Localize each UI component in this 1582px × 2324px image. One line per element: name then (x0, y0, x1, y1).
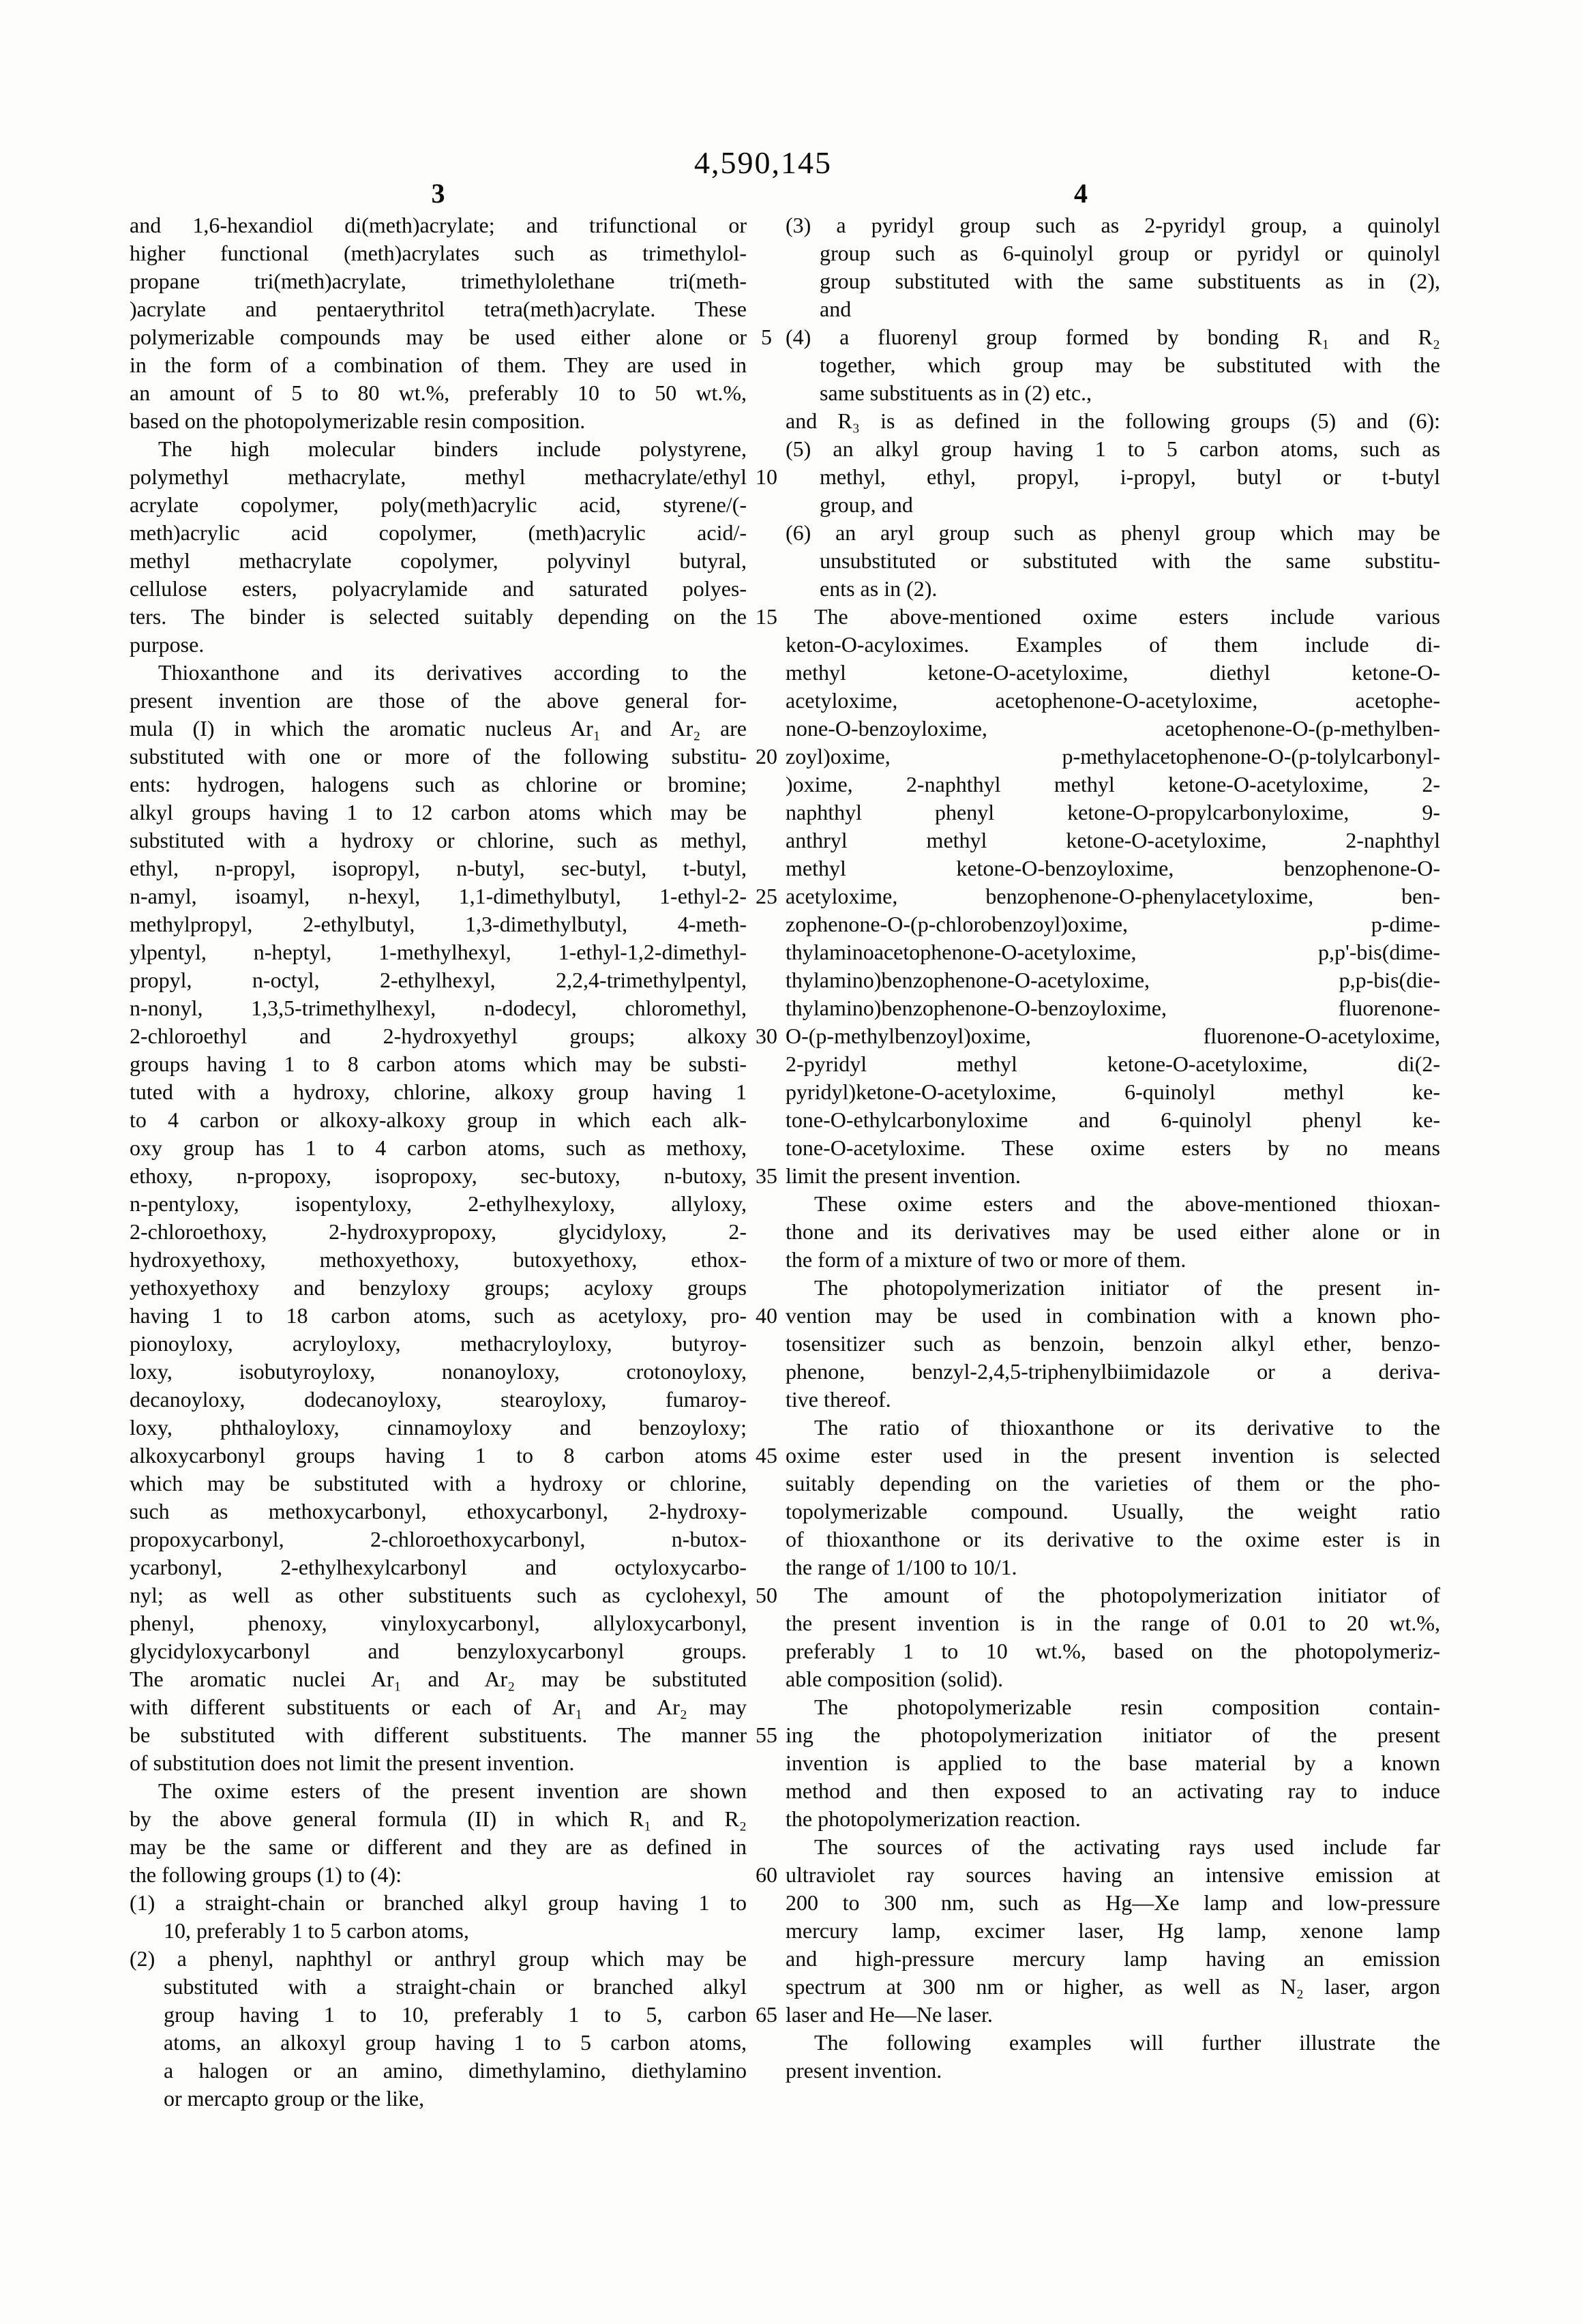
text-line: n-pentyloxy, isopentyloxy, 2-ethylhexyloxy, allyloxy, (130, 1191, 747, 1216)
text-line: tuted with a hydroxy, chlorine, alkoxy group having 1 (130, 1079, 747, 1104)
text-line: alkoxycarbonyl groups having 1 to 8 carbon atoms (130, 1443, 747, 1468)
text-line: ing the photopolymerization initiator of the present (786, 1723, 1440, 1747)
text-line: propane tri(meth)acrylate, trimethylolethane tri(meth- (130, 269, 747, 293)
text-line: and 1,6-hexandiol di(meth)acrylate; and trifunctional or (130, 213, 747, 237)
text-line: methyl ketone-O-benzoyloxime, benzophenone-O- (786, 856, 1440, 880)
text-line: ters. The binder is selected suitably depending on the (130, 604, 747, 629)
text-line: present invention are those of the above general for- (130, 688, 747, 713)
text-line: laser and He—Ne laser. (786, 2002, 993, 2027)
text-line: group substituted with the same substituents as in (2), (820, 269, 1440, 293)
line-number: 55 (756, 1723, 777, 1747)
text-line: thylamino)benzophenone-O-benzoyloxime, fluorenone- (786, 996, 1440, 1020)
text-line: phenyl, phenoxy, vinyloxycarbonyl, allyloxycarbonyl, (130, 1611, 747, 1635)
text-line: )oxime, 2-naphthyl methyl ketone-O-acetyloxime, 2- (786, 772, 1440, 796)
text-line: present invention. (786, 2058, 942, 2083)
text-line: O-(p-methylbenzoyl)oxime, fluorenone-O-acetyloxime, (786, 1024, 1440, 1048)
text-line: ethoxy, n-propoxy, isopropoxy, sec-butoxy, n-butoxy, (130, 1163, 747, 1188)
patent-number: 4,590,145 (694, 145, 832, 180)
column-4-text (786, 211, 1440, 2085)
text-line: pionoyloxy, acryloyloxy, methacryloyloxy, butyroy- (130, 1331, 747, 1356)
text-line: substituted with one or more of the following substitu- (130, 744, 747, 769)
text-line: the following groups (1) to (4): (130, 1862, 402, 1887)
column-number-4: 4 (1074, 178, 1088, 209)
text-line: )acrylate and pentaerythritol tetra(meth)acrylate. These (130, 297, 747, 321)
line-number: 50 (756, 1583, 777, 1607)
text-line: topolymerizable compound. Usually, the weight ratio (786, 1499, 1440, 1523)
text-line: propyl, n-octyl, 2-ethylhexyl, 2,2,4-trimethylpentyl, (130, 968, 747, 992)
text-line: the photopolymerization reaction. (786, 1806, 1081, 1831)
text-line: propoxycarbonyl, 2-chloroethoxycarbonyl, n-butox- (130, 1527, 747, 1551)
text-line: acetyloxime, acetophenone-O-acetyloxime, acetophe- (786, 688, 1440, 713)
text-line: pyridyl)ketone-O-acetyloxime, 6-quinolyl methyl ke- (786, 1079, 1440, 1104)
text-line: an amount of 5 to 80 wt.%, preferably 10 to 50 wt.%, (130, 381, 747, 405)
text-line: ents: hydrogen, halogens such as chlorine or bromine; (130, 772, 747, 796)
text-line: by the above general formula (II) in which R₁ and R₂ (130, 1806, 747, 1831)
line-number: 40 (756, 1303, 777, 1328)
text-line: substituted with a hydroxy or chlorine, such as methyl, (130, 828, 747, 852)
text-line: which may be substituted with a hydroxy or chlorine, (130, 1471, 747, 1495)
text-line: (4) a fluorenyl group formed by bonding R₁ and R₂ (786, 325, 1440, 349)
text-line: methyl methacrylate copolymer, polyvinyl butyral, (130, 548, 747, 573)
text-line: hydroxyethoxy, methoxyethoxy, butoxyethoxy, ethox- (130, 1247, 747, 1272)
text-line: The following examples will further illustrate the (814, 2030, 1440, 2055)
line-number: 15 (756, 604, 777, 629)
text-line: loxy, phthaloyloxy, cinnamoyloxy and benzoyloxy; (130, 1415, 747, 1440)
text-line: vention may be used in combination with a known pho- (786, 1303, 1440, 1328)
text-line: unsubstituted or substituted with the same substitu- (820, 548, 1440, 573)
text-line: The aromatic nuclei Ar₁ and Ar₂ may be substituted (130, 1667, 747, 1691)
text-line: substituted with a straight-chain or branched alkyl (164, 1974, 747, 1999)
text-line: nyl; as well as other substituents such as cyclohexyl, (130, 1583, 747, 1607)
text-line: 2-chloroethyl and 2-hydroxyethyl groups; alkoxy (130, 1024, 747, 1048)
text-line: thone and its derivatives may be used either alone or in (786, 1219, 1440, 1244)
text-line: ycarbonyl, 2-ethylhexylcarbonyl and octyloxycarbo- (130, 1555, 747, 1579)
text-line: meth)acrylic acid copolymer, (meth)acrylic acid/- (130, 520, 747, 545)
line-number: 30 (756, 1024, 777, 1048)
text-line: a halogen or an amino, dimethylamino, diethylamino (164, 2058, 747, 2083)
text-line: 2-chloroethoxy, 2-hydroxypropoxy, glycidyloxy, 2- (130, 1219, 747, 1244)
text-line: yethoxyethoxy and benzyloxy groups; acyloxy groups (130, 1275, 747, 1300)
text-line: the present invention is in the range of 0.01 to 20 wt.%, (786, 1611, 1440, 1635)
text-line: n-amyl, isoamyl, n-hexyl, 1,1-dimethylbutyl, 1-ethyl-2- (130, 884, 747, 908)
text-line: preferably 1 to 10 wt.%, based on the photopolymeriz- (786, 1639, 1440, 1663)
line-number: 45 (756, 1443, 777, 1468)
text-line: groups having 1 to 8 carbon atoms which may be substi- (130, 1052, 747, 1076)
line-number: 60 (756, 1862, 777, 1887)
text-line: 2-pyridyl methyl ketone-O-acetyloxime, di(2- (786, 1052, 1440, 1076)
text-line: ents as in (2). (820, 576, 938, 601)
text-line: The high molecular binders include polystyrene, (158, 436, 747, 461)
text-line: tone-O-ethylcarbonyloxime and 6-quinolyl phenyl ke- (786, 1107, 1440, 1132)
text-line: (3) a pyridyl group such as 2-pyridyl group, a quinolyl (786, 213, 1440, 237)
text-line: These oxime esters and the above-mentioned thioxan- (814, 1191, 1440, 1216)
text-line: phenone, benzyl-2,4,5-triphenylbiimidazole or a deriva- (786, 1359, 1440, 1384)
text-line: of thioxanthone or its derivative to the oxime ester is in (786, 1527, 1440, 1551)
column-3-text (130, 211, 747, 2113)
line-number: 65 (756, 2002, 777, 2027)
text-line: in the form of a combination of them. They are used in (130, 353, 747, 377)
text-line: limit the present invention. (786, 1163, 1021, 1188)
column-number-3: 3 (431, 178, 445, 209)
text-line: group, and (820, 492, 913, 517)
text-line: having 1 to 18 carbon atoms, such as acetyloxy, pro- (130, 1303, 747, 1328)
text-line: group such as 6-quinolyl group or pyridyl or quinolyl (820, 241, 1440, 265)
text-line: the range of 1/100 to 10/1. (786, 1555, 1017, 1579)
text-line: mercury lamp, excimer laser, Hg lamp, xenone lamp (786, 1918, 1440, 1943)
text-line: methyl, ethyl, propyl, i-propyl, butyl or t-butyl (820, 464, 1440, 489)
text-line: methylpropyl, 2-ethylbutyl, 1,3-dimethylbutyl, 4-meth- (130, 912, 747, 936)
text-line: polymethyl methacrylate, methyl methacrylate/ethyl (130, 464, 747, 489)
text-line: method and then exposed to an activating ray to induce (786, 1778, 1440, 1803)
text-line: (1) a straight-chain or branched alkyl group having 1 to (130, 1890, 747, 1915)
line-number: 25 (756, 884, 777, 908)
text-line: anthryl methyl ketone-O-acetyloxime, 2-naphthyl (786, 828, 1440, 852)
text-line: The oxime esters of the present invention are shown (158, 1778, 747, 1803)
text-line: (5) an alkyl group having 1 to 5 carbon atoms, such as (786, 436, 1440, 461)
text-line: group having 1 to 10, preferably 1 to 5, carbon (164, 2002, 747, 2027)
text-line: suitably depending on the varieties of them or the pho- (786, 1471, 1440, 1495)
text-line: alkyl groups having 1 to 12 carbon atoms which may be (130, 800, 747, 824)
text-line: The photopolymerizable resin composition contain- (814, 1695, 1440, 1719)
text-line: The sources of the activating rays used include far (814, 1834, 1440, 1859)
text-line: atoms, an alkoxyl group having 1 to 5 carbon atoms, (164, 2030, 747, 2055)
text-line: zophenone-O-(p-chlorobenzoyl)oxime, p-dime- (786, 912, 1440, 936)
text-line: loxy, isobutyroyloxy, nonanoyloxy, crotonoyloxy, (130, 1359, 747, 1384)
text-line: The amount of the photopolymerization initiator of (814, 1583, 1440, 1607)
text-line: (2) a phenyl, naphthyl or anthryl group which may be (130, 1946, 747, 1971)
text-line: and (820, 297, 852, 321)
text-line: of substitution does not limit the present invention. (130, 1751, 575, 1775)
text-line: glycidyloxycarbonyl and benzyloxycarbonyl groups. (130, 1639, 747, 1663)
text-line: (6) an aryl group such as phenyl group which may be (786, 520, 1440, 545)
text-line: spectrum at 300 nm or higher, as well as N₂ laser, argon (786, 1974, 1440, 1999)
text-line: such as methoxycarbonyl, ethoxycarbonyl, 2-hydroxy- (130, 1499, 747, 1523)
text-line: or mercapto group or the like, (164, 2086, 425, 2111)
text-line: higher functional (meth)acrylates such as trimethylol- (130, 241, 747, 265)
text-line: acrylate copolymer, poly(meth)acrylic acid, styrene/(- (130, 492, 747, 517)
text-line: methyl ketone-O-acetyloxime, diethyl ketone-O- (786, 660, 1440, 685)
text-line: tosensitizer such as benzoin, benzoin alkyl ether, benzo- (786, 1331, 1440, 1356)
text-line: to 4 carbon or alkoxy-alkoxy group in which each alk- (130, 1107, 747, 1132)
text-line: tive thereof. (786, 1387, 891, 1412)
line-number: 35 (756, 1163, 777, 1188)
text-line: decanoyloxy, dodecanoyloxy, stearoyloxy, fumaroy- (130, 1387, 747, 1412)
text-line: invention is applied to the base material by a known (786, 1751, 1440, 1775)
text-line: naphthyl phenyl ketone-O-propylcarbonyloxime, 9- (786, 800, 1440, 824)
line-number: 10 (756, 464, 777, 489)
text-line: oxime ester used in the present invention is selected (786, 1443, 1440, 1468)
text-line: polymerizable compounds may be used either alone or (130, 325, 747, 349)
text-line: mula (I) in which the aromatic nucleus Ar₁ and Ar₂ are (130, 716, 747, 741)
text-line: n-nonyl, 1,3,5-trimethylhexyl, n-dodecyl, chloromethyl, (130, 996, 747, 1020)
text-line: thylamino)benzophenone-O-acetyloxime, p,p-bis(die- (786, 968, 1440, 992)
text-line: based on the photopolymerizable resin composition. (130, 408, 586, 433)
text-line: the form of a mixture of two or more of them. (786, 1247, 1186, 1272)
text-line: 200 to 300 nm, such as Hg—Xe lamp and low-pressure (786, 1890, 1440, 1915)
text-line: be substituted with different substituents. The manner (130, 1723, 747, 1747)
text-line: may be the same or different and they are as defined in (130, 1834, 747, 1859)
text-line: tone-O-acetyloxime. These oxime esters by no means (786, 1135, 1440, 1160)
text-line: Thioxanthone and its derivatives according to the (158, 660, 747, 685)
text-line: ethyl, n-propyl, isopropyl, n-butyl, sec-butyl, t-butyl, (130, 856, 747, 880)
text-line: and high-pressure mercury lamp having an emission (786, 1946, 1440, 1971)
text-line: oxy group has 1 to 4 carbon atoms, such as methoxy, (130, 1135, 747, 1160)
text-line: The photopolymerization initiator of the present in- (814, 1275, 1440, 1300)
text-line: The ratio of thioxanthone or its derivative to the (814, 1415, 1440, 1440)
text-line: keton-O-acyloximes. Examples of them include di- (786, 632, 1440, 657)
text-line: 10, preferably 1 to 5 carbon atoms, (164, 1918, 469, 1943)
text-line: ultraviolet ray sources having an intensive emission at (786, 1862, 1440, 1887)
text-line: acetyloxime, benzophenone-O-phenylacetyloxime, ben- (786, 884, 1440, 908)
text-line: with different substituents or each of Ar₁ and Ar₂ may (130, 1695, 747, 1719)
text-line: together, which group may be substituted with the (820, 353, 1440, 377)
text-line: none-O-benzoyloxime, acetophenone-O-(p-methylben- (786, 716, 1440, 741)
line-number: 5 (761, 325, 772, 349)
text-line: The above-mentioned oxime esters include various (814, 604, 1440, 629)
text-line: purpose. (130, 632, 205, 657)
line-number: 20 (756, 744, 777, 769)
text-line: same substituents as in (2) etc., (820, 381, 1092, 405)
text-line: zoyl)oxime, p-methylacetophenone-O-(p-tolylcarbonyl- (786, 744, 1440, 769)
text-line: ylpentyl, n-heptyl, 1-methylhexyl, 1-ethyl-1,2-dimethyl- (130, 940, 747, 964)
text-line: thylaminoacetophenone-O-acetyloxime, p,p'-bis(dime- (786, 940, 1440, 964)
text-line: and R₃ is as defined in the following groups (5) and (6): (786, 408, 1440, 433)
text-line: able composition (solid). (786, 1667, 1004, 1691)
text-line: cellulose esters, polyacrylamide and saturated polyes- (130, 576, 747, 601)
